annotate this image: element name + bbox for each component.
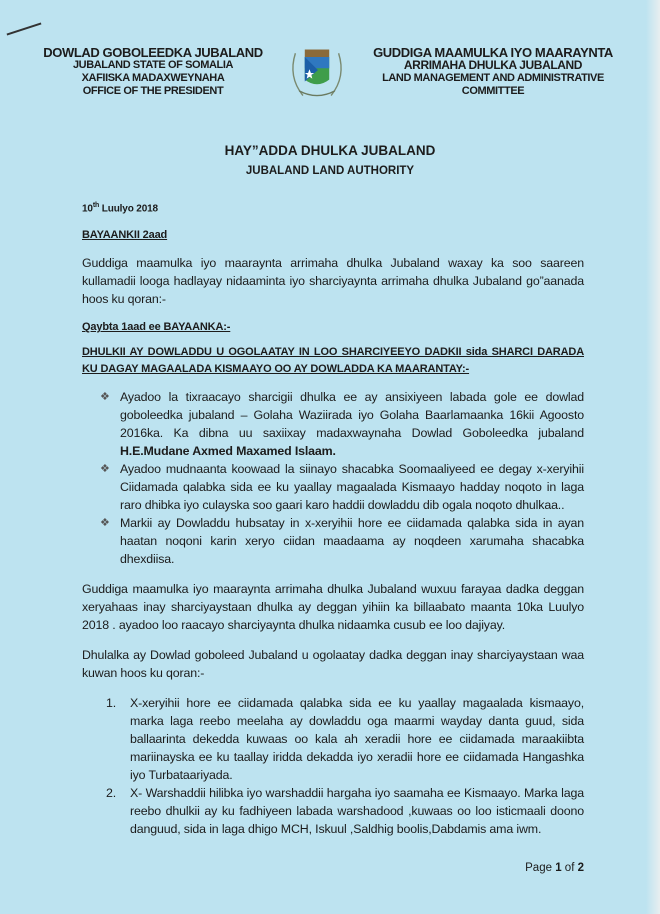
authority-so: HAY”ADDA DHULKA JUBALAND [224,143,436,158]
document-body [0,197,660,914]
item-number: 2. [106,786,117,801]
bullet-item [100,460,584,514]
date-month-year: Luulyo 2018 [101,203,158,215]
bullet-text: Ayadoo mudnaanta koowaad la siinayo shacabka Soomaaliyeed ee degay x-xeryihii Ciidamada qalabka sida ee ku yaallay magaalada Kismaayo hadday noqoto in laga raro dhibka iyo culayska soo gaari karo haddii dowladdu dib ogala noqoto dhulkaa.. [120,462,584,513]
paragraph-3: Dhulalka ay Dowlad goboleed Jubaland u ogolaatay dadka deggan inay sharciyaystaan waa kuwan hoos ku qoran:- [82,648,584,681]
bullet-item [100,514,584,568]
letterhead-left [22,46,284,98]
bullet-text: Ayadoo la tixraacayo sharcigii dhulka ee ay ansixiyeen labada gole ee dowlad goboleedka jubaland – Golaha Waziirada iyo Golaha Baarlamaanka 16kii Agoosto 2016ka. Ka dibna uu saxiixay madaxwaynaha Dowlad Goboleedka jubaland [120,390,584,441]
date-suffix: th [92,202,100,209]
office-name-so: XAFIISKA MADAXWEYNAHA [81,72,225,84]
page-number [82,862,584,874]
state-name: JUBALAND STATE OF SOMALIA [72,59,234,71]
office-name-en: OFFICE OF THE PRESIDENT [82,85,224,97]
page-current: 1 [555,862,562,875]
bullet-item [100,388,584,460]
item-text: X- Warshaddii hilibka iyo warshaddii hargaha iyo saamaha ee Kismaayo. Marka laga reebo dhulkii ay ku fadhiyeen labada warshadood ,kuwaas oo loo isticmaali doono danguud, sida in laga dhigo MCH, Iskuul ,Saldhig boolis,Dabdamis ama iwm. [130,786,584,837]
letterhead [0,0,660,142]
bullet-list [100,388,584,568]
bullet-text: Markii ay Dowladdu hubsatay in x-xeryihii hore ee ciidamada qalabka sida in ayan haatan noqoni karin xeryo ciidan maadaama ay noqdeen xarumaha shacabka dhexdiisa. [120,516,584,567]
document-date [82,197,584,218]
letterhead-right [348,46,638,98]
gov-name: DOWLAD GOBOLEEDKA JUBALAND [43,45,263,60]
numbered-item [106,694,584,784]
committee-name-so: GUDDIGA MAAMULKA IYO MAARAYNTA [373,45,613,60]
president-name: H.E.Mudane Axmed Maxamed Islaam. [120,444,336,459]
committee-subname: ARRIMAHA DHULKA JUBALAND [403,58,583,72]
committee-name-en-2: COMMITTEE [461,85,525,97]
statement-title: BAYAANKII 2aad [82,229,168,242]
item-text: X-xeryihii hore ee ciidamada qalabka sida ee ku yaallay magaalada kismaayo, marka laga reebo meelaha ay dowladdu oga maarmi wayday danta guud, sida ballaarinta dekedda kuwaas oo kala ah xeradii hore ee ciidamada maraakiibta mariinayska ee ku taallay iridda dekadda iyo xeradii hore ee ciidamada Hangashka iyo Turbataariyada. [130,696,584,783]
item-number: 1. [106,696,117,711]
paragraph-2: Guddiga maamulka iyo maaraynta arrimaha dhulka Jubaland wuxuu farayaa dadka deggan xeryahaas inay sharciyaystaan dhulka ay deggan yihiin ka billaabato maanta 10ka Luulyo 2018 . ayadoo loo raacayo sharciyaynta dhulka nidaamka cusub ee loo dajiyay. [82,582,584,633]
numbered-list [106,694,584,838]
date-day: 10 [82,203,93,215]
authority-en: JUBALAND LAND AUTHORITY [245,165,415,177]
page-of: of [564,862,575,875]
diamond-bullet-icon: ❖ [100,463,110,476]
diamond-bullet-icon: ❖ [100,391,110,404]
committee-name-en: LAND MANAGEMENT AND ADMINISTRATIVE [382,72,604,84]
diamond-bullet-icon: ❖ [100,517,110,530]
page-word: Page [525,862,552,875]
intro-paragraph: Guddiga maamulka iyo maaraynta arrimaha dhulka Jubaland waxay ka soo saareen kullamadii looga hadlayay nidaaminta iyo sharciyaynta arrimaha dhulka Jubaland go”aanada hoos ku qoran:- [82,256,584,307]
section-heading: DHULKII AY DOWLADDU U OGOLAATAY IN LOO SHARCIYEEYO DADKII sida SHARCI DARADA KU DAGAY MAGAALADA KISMAAYO OO AY DOWLADDA KA MAARANTAY:- [82,346,584,376]
section-title: Qaybta 1aad ee BAYAANKA:- [82,321,231,334]
page-total: 2 [577,862,584,875]
jubaland-emblem-icon [286,42,348,104]
numbered-item [106,784,584,838]
